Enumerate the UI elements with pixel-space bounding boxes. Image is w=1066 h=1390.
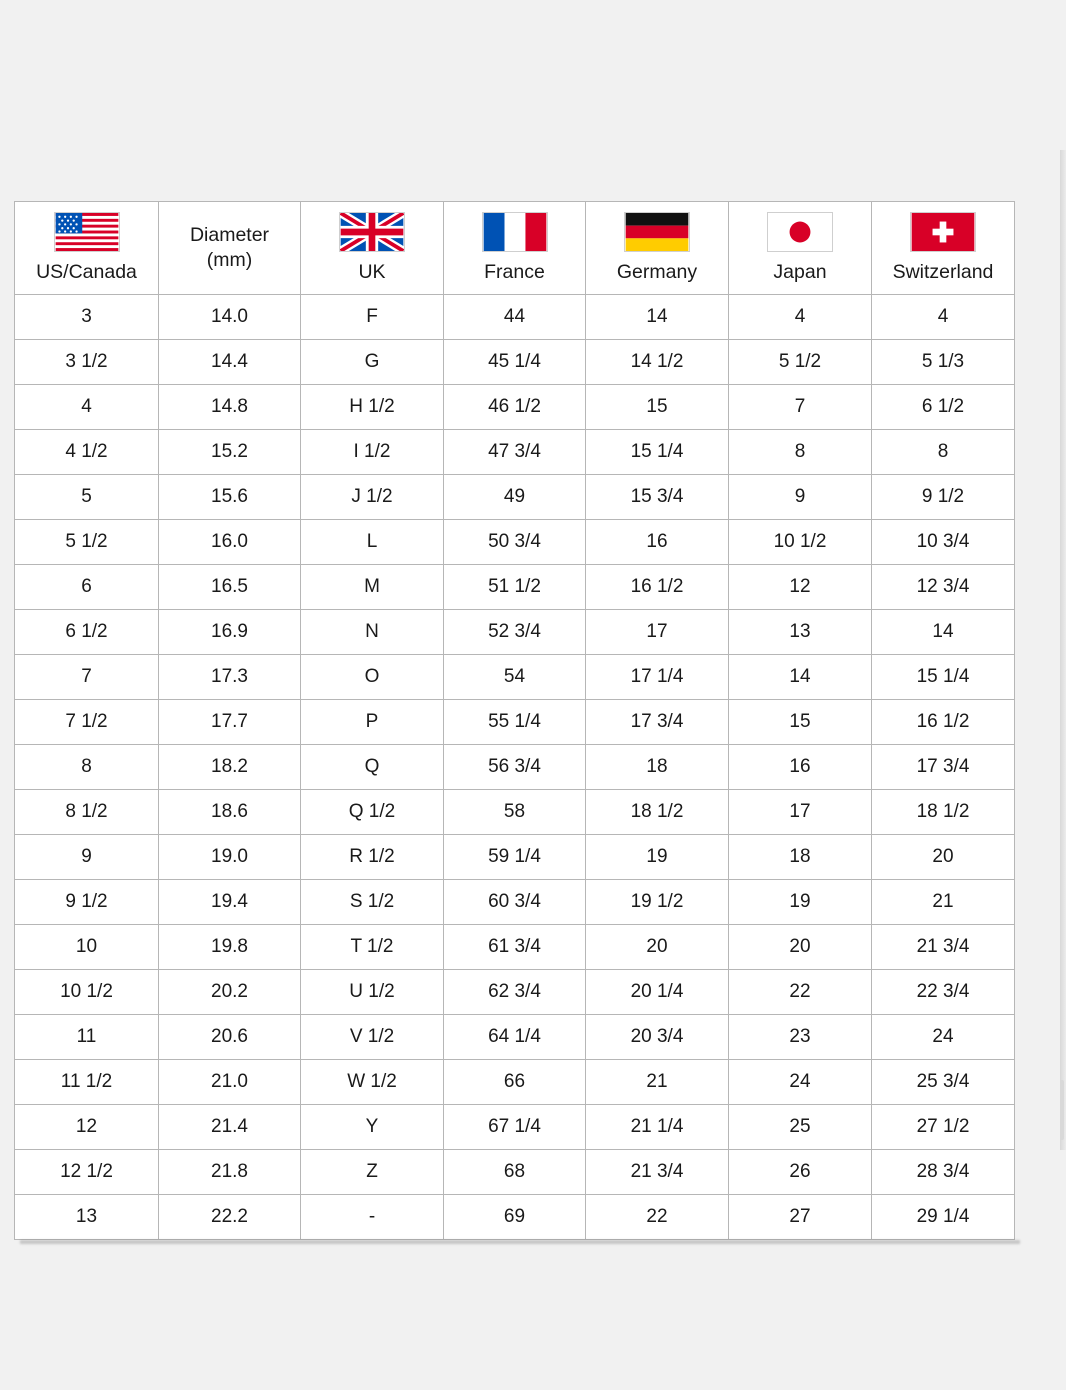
table-cell: 18 1/2 bbox=[872, 790, 1015, 835]
table-cell: 9 bbox=[15, 835, 159, 880]
table-row bbox=[15, 1105, 1015, 1150]
table-cell: W 1/2 bbox=[301, 1060, 444, 1105]
table-cell: 17 bbox=[729, 790, 872, 835]
table-cell: 23 bbox=[729, 1015, 872, 1060]
table-cell: 6 1/2 bbox=[15, 610, 159, 655]
table-cell: 16.0 bbox=[159, 520, 301, 565]
column-header-germany bbox=[586, 202, 729, 295]
table-row bbox=[15, 1195, 1015, 1240]
table-cell: 45 1/4 bbox=[444, 340, 586, 385]
table-cell: 64 1/4 bbox=[444, 1015, 586, 1060]
table-cell: 14 1/2 bbox=[586, 340, 729, 385]
table-cell: 3 1/2 bbox=[15, 340, 159, 385]
table-cell: F bbox=[301, 295, 444, 340]
table-cell: 15 1/4 bbox=[586, 430, 729, 475]
table-cell: 4 1/2 bbox=[15, 430, 159, 475]
column-header-label bbox=[190, 223, 269, 274]
table-cell: 55 1/4 bbox=[444, 700, 586, 745]
united-states-flag bbox=[54, 212, 120, 252]
table-cell: 69 bbox=[444, 1195, 586, 1240]
table-cell: 21 3/4 bbox=[586, 1150, 729, 1195]
scrollbar-notch bbox=[1060, 1080, 1064, 1140]
table-cell: P bbox=[301, 700, 444, 745]
table-cell: 15 bbox=[586, 385, 729, 430]
table-cell: Q bbox=[301, 745, 444, 790]
table-cell: 25 bbox=[729, 1105, 872, 1150]
table-cell: 16.9 bbox=[159, 610, 301, 655]
table-cell: 20 3/4 bbox=[586, 1015, 729, 1060]
table-cell: 12 bbox=[729, 565, 872, 610]
table-cell: U 1/2 bbox=[301, 970, 444, 1015]
table-cell: 24 bbox=[872, 1015, 1015, 1060]
table-cell: 21.8 bbox=[159, 1150, 301, 1195]
table-cell: 5 1/2 bbox=[15, 520, 159, 565]
table-cell: 56 3/4 bbox=[444, 745, 586, 790]
table-cell: 15 1/4 bbox=[872, 655, 1015, 700]
table-cell: 21 1/4 bbox=[586, 1105, 729, 1150]
table-row bbox=[15, 700, 1015, 745]
table-cell: 17.7 bbox=[159, 700, 301, 745]
table-row bbox=[15, 520, 1015, 565]
table-cell: 8 bbox=[872, 430, 1015, 475]
table-cell: 10 1/2 bbox=[15, 970, 159, 1015]
table-cell: 66 bbox=[444, 1060, 586, 1105]
table-cell: 22 bbox=[729, 970, 872, 1015]
table-cell: 27 bbox=[729, 1195, 872, 1240]
table-cell: 16 bbox=[586, 520, 729, 565]
table-row bbox=[15, 970, 1015, 1015]
table-cell: 12 1/2 bbox=[15, 1150, 159, 1195]
table-cell: 20 bbox=[872, 835, 1015, 880]
table-cell: 5 bbox=[15, 475, 159, 520]
table-row bbox=[15, 880, 1015, 925]
table-body bbox=[15, 295, 1015, 1240]
table-cell: 28 3/4 bbox=[872, 1150, 1015, 1195]
table-cell: 20.2 bbox=[159, 970, 301, 1015]
table-cell: 14.8 bbox=[159, 385, 301, 430]
table-cell: 52 3/4 bbox=[444, 610, 586, 655]
table-row bbox=[15, 475, 1015, 520]
table-cell: 19.8 bbox=[159, 925, 301, 970]
table-cell: T 1/2 bbox=[301, 925, 444, 970]
table-cell: 10 1/2 bbox=[729, 520, 872, 565]
table-cell: 51 1/2 bbox=[444, 565, 586, 610]
table-cell: 22 bbox=[586, 1195, 729, 1240]
table-row bbox=[15, 295, 1015, 340]
table-cell: 20 1/4 bbox=[586, 970, 729, 1015]
table-cell: 10 3/4 bbox=[872, 520, 1015, 565]
table-cell: 25 3/4 bbox=[872, 1060, 1015, 1105]
table-cell: 59 1/4 bbox=[444, 835, 586, 880]
table-row bbox=[15, 340, 1015, 385]
table-cell: 20.6 bbox=[159, 1015, 301, 1060]
table-cell: Q 1/2 bbox=[301, 790, 444, 835]
table-cell: 27 1/2 bbox=[872, 1105, 1015, 1150]
table-row bbox=[15, 1015, 1015, 1060]
table-cell: 21.4 bbox=[159, 1105, 301, 1150]
table-cell: 18.2 bbox=[159, 745, 301, 790]
table-cell: 54 bbox=[444, 655, 586, 700]
table-cell: 14 bbox=[586, 295, 729, 340]
united-kingdom-flag bbox=[339, 212, 405, 252]
table-cell: 19 1/2 bbox=[586, 880, 729, 925]
table-cell: 61 3/4 bbox=[444, 925, 586, 970]
table-cell: M bbox=[301, 565, 444, 610]
column-header-us-canada bbox=[15, 202, 159, 295]
table-row bbox=[15, 1150, 1015, 1195]
column-header-france bbox=[444, 202, 586, 295]
table-cell: 9 1/2 bbox=[15, 880, 159, 925]
table-cell: 15.2 bbox=[159, 430, 301, 475]
table-cell: 60 3/4 bbox=[444, 880, 586, 925]
table-cell: 16 1/2 bbox=[872, 700, 1015, 745]
table-cell: 21 bbox=[872, 880, 1015, 925]
table-cell: 26 bbox=[729, 1150, 872, 1195]
table-cell: 10 bbox=[15, 925, 159, 970]
table-row bbox=[15, 925, 1015, 970]
ring-size-conversion-table bbox=[14, 201, 1015, 1240]
table-header-row bbox=[15, 202, 1015, 295]
column-header-diameter-mm bbox=[159, 202, 301, 295]
column-header-label: US/Canada bbox=[36, 261, 137, 284]
table-cell: J 1/2 bbox=[301, 475, 444, 520]
table-cell: 13 bbox=[15, 1195, 159, 1240]
table-cell: 58 bbox=[444, 790, 586, 835]
table-cell: G bbox=[301, 340, 444, 385]
japan-flag bbox=[767, 212, 833, 252]
germany-flag bbox=[624, 212, 690, 252]
column-header-label: Japan bbox=[773, 261, 827, 284]
table-cell: 17 3/4 bbox=[586, 700, 729, 745]
table-cell: 4 bbox=[729, 295, 872, 340]
table-cell: - bbox=[301, 1195, 444, 1240]
table-cell: 3 bbox=[15, 295, 159, 340]
column-header-label: Switzerland bbox=[892, 261, 994, 284]
table-cell: 22.2 bbox=[159, 1195, 301, 1240]
table-row bbox=[15, 835, 1015, 880]
table-cell: 14 bbox=[729, 655, 872, 700]
table-cell: 47 3/4 bbox=[444, 430, 586, 475]
switzerland-flag bbox=[910, 212, 976, 252]
table-cell: 18.6 bbox=[159, 790, 301, 835]
table-row bbox=[15, 565, 1015, 610]
column-header-uk bbox=[301, 202, 444, 295]
table-cell: 6 1/2 bbox=[872, 385, 1015, 430]
table-cell: 16.5 bbox=[159, 565, 301, 610]
table-cell: 9 bbox=[729, 475, 872, 520]
table-cell: 12 bbox=[15, 1105, 159, 1150]
table-cell: L bbox=[301, 520, 444, 565]
ring-size-conversion-table-container bbox=[14, 201, 1014, 1240]
table-row bbox=[15, 745, 1015, 790]
table-row bbox=[15, 430, 1015, 475]
table-row bbox=[15, 1060, 1015, 1105]
table-cell: 24 bbox=[729, 1060, 872, 1105]
table-cell: 19.4 bbox=[159, 880, 301, 925]
column-header-label: UK bbox=[358, 261, 386, 284]
table-cell: 62 3/4 bbox=[444, 970, 586, 1015]
table-cell: H 1/2 bbox=[301, 385, 444, 430]
table-cell: 13 bbox=[729, 610, 872, 655]
table-cell: 18 bbox=[729, 835, 872, 880]
table-cell: 7 bbox=[729, 385, 872, 430]
table-cell: V 1/2 bbox=[301, 1015, 444, 1060]
table-row bbox=[15, 385, 1015, 430]
table-cell: 14.4 bbox=[159, 340, 301, 385]
table-cell: 20 bbox=[586, 925, 729, 970]
table-row bbox=[15, 610, 1015, 655]
table-cell: 8 bbox=[729, 430, 872, 475]
column-header-japan bbox=[729, 202, 872, 295]
table-cell: R 1/2 bbox=[301, 835, 444, 880]
table-cell: 17 1/4 bbox=[586, 655, 729, 700]
diameter-line-2: (mm) bbox=[206, 249, 253, 271]
table-cell: N bbox=[301, 610, 444, 655]
table-cell: 18 bbox=[586, 745, 729, 790]
table-cell: S 1/2 bbox=[301, 880, 444, 925]
table-cell: 16 bbox=[729, 745, 872, 790]
table-cell: 7 1/2 bbox=[15, 700, 159, 745]
table-cell: 18 1/2 bbox=[586, 790, 729, 835]
table-cell: 15 bbox=[729, 700, 872, 745]
table-cell: 17.3 bbox=[159, 655, 301, 700]
table-cell: 14.0 bbox=[159, 295, 301, 340]
table-cell: Y bbox=[301, 1105, 444, 1150]
table-cell: 4 bbox=[872, 295, 1015, 340]
table-cell: 67 1/4 bbox=[444, 1105, 586, 1150]
table-cell: 22 3/4 bbox=[872, 970, 1015, 1015]
table-cell: 9 1/2 bbox=[872, 475, 1015, 520]
column-header-label: Germany bbox=[616, 261, 698, 284]
table-cell: 21 bbox=[586, 1060, 729, 1105]
table-cell: 17 bbox=[586, 610, 729, 655]
table-cell: 5 1/2 bbox=[729, 340, 872, 385]
table-cell: 46 1/2 bbox=[444, 385, 586, 430]
column-header-switzerland bbox=[872, 202, 1015, 295]
france-flag bbox=[482, 212, 548, 252]
diameter-line-1: Diameter bbox=[189, 223, 270, 246]
table-cell: 21 3/4 bbox=[872, 925, 1015, 970]
column-header-label: France bbox=[484, 261, 545, 284]
table-cell: 12 3/4 bbox=[872, 565, 1015, 610]
table-cell: 6 bbox=[15, 565, 159, 610]
table-cell: 21.0 bbox=[159, 1060, 301, 1105]
table-cell: 68 bbox=[444, 1150, 586, 1195]
table-row bbox=[15, 655, 1015, 700]
table-cell: 20 bbox=[729, 925, 872, 970]
table-cell: Z bbox=[301, 1150, 444, 1195]
table-row bbox=[15, 790, 1015, 835]
table-cell: 14 bbox=[872, 610, 1015, 655]
table-cell: 7 bbox=[15, 655, 159, 700]
table-cell: 4 bbox=[15, 385, 159, 430]
table-cell: 8 bbox=[15, 745, 159, 790]
table-cell: I 1/2 bbox=[301, 430, 444, 475]
table-cell: 11 1/2 bbox=[15, 1060, 159, 1105]
table-cell: 29 1/4 bbox=[872, 1195, 1015, 1240]
table-cell: 19 bbox=[729, 880, 872, 925]
table-cell: 17 3/4 bbox=[872, 745, 1015, 790]
table-cell: 5 1/3 bbox=[872, 340, 1015, 385]
table-bottom-shadow bbox=[20, 1240, 1020, 1244]
table-cell: 19 bbox=[586, 835, 729, 880]
table-cell: 8 1/2 bbox=[15, 790, 159, 835]
table-cell: 11 bbox=[15, 1015, 159, 1060]
table-cell: 44 bbox=[444, 295, 586, 340]
table-cell: 49 bbox=[444, 475, 586, 520]
table-cell: 15 3/4 bbox=[586, 475, 729, 520]
table-cell: 19.0 bbox=[159, 835, 301, 880]
table-cell: 16 1/2 bbox=[586, 565, 729, 610]
table-cell: O bbox=[301, 655, 444, 700]
page-edge-shadow bbox=[1060, 150, 1066, 1150]
table-cell: 50 3/4 bbox=[444, 520, 586, 565]
table-header bbox=[15, 202, 1015, 295]
table-cell: 15.6 bbox=[159, 475, 301, 520]
